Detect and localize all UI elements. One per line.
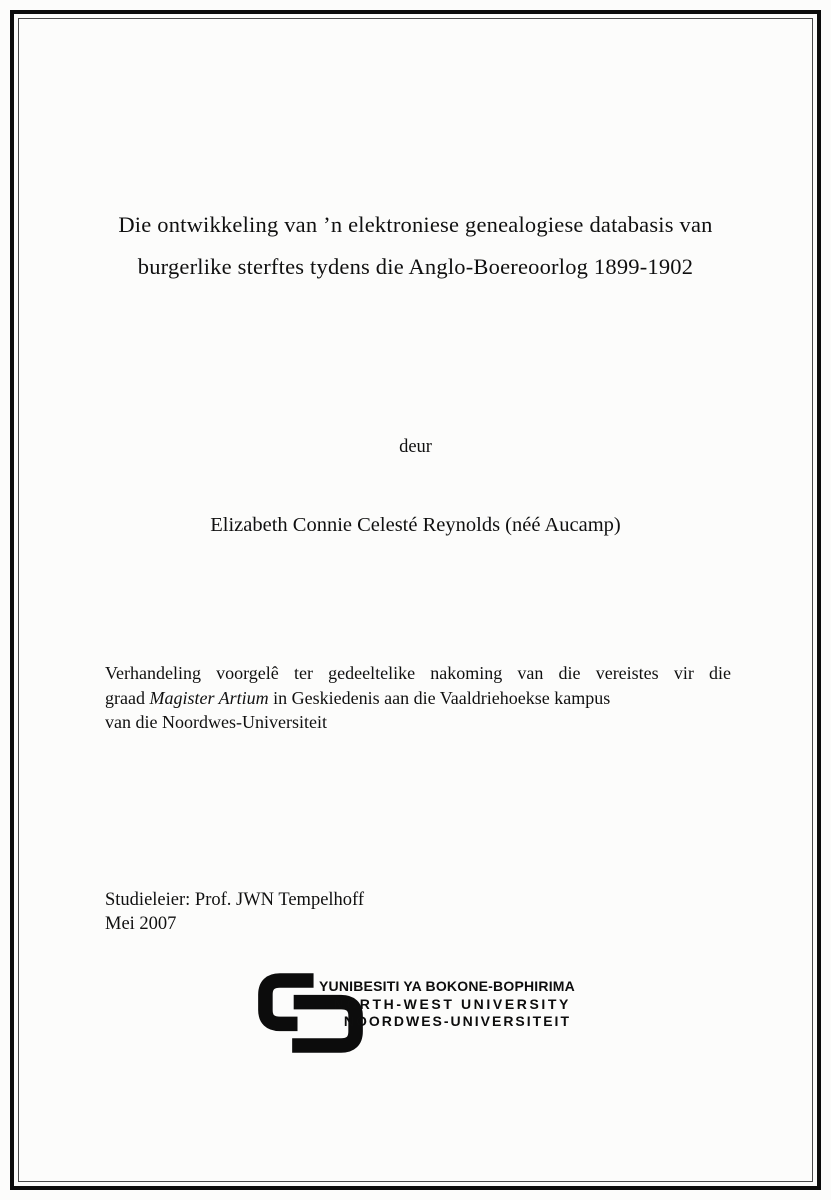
supervisor-block: [105, 888, 364, 936]
thesis-title-line2: burgerlike sterftes tydens die Anglo-Boereoorlog 1899-1902: [137, 254, 694, 279]
degree-statement: [105, 661, 731, 735]
degree-statement-line2: [105, 686, 731, 711]
thesis-title: [60, 204, 771, 288]
degree-statement-line2-suffix: in Geskiedenis aan die Vaaldriehoekse kampus: [268, 687, 611, 708]
author-name: Elizabeth Connie Celesté Reynolds (néé Aucamp): [210, 514, 621, 536]
logo-text-afrikaans: NOORDWES-UNIVERSITEIT: [343, 1013, 571, 1029]
degree-statement-line3: van die Noordwes-Universiteit: [105, 712, 327, 732]
degree-statement-line2-prefix: graad: [105, 687, 150, 708]
logo-text-english: NORTH-WEST UNIVERSITY: [333, 995, 571, 1012]
degree-name-italic: Magister Artium: [149, 687, 269, 708]
degree-statement-line1: Verhandeling voorgelê ter gedeeltelike nakoming van die vereistes vir die: [105, 663, 731, 683]
supervisor-line: Studieleier: Prof. JWN Tempelhoff: [105, 890, 365, 910]
logo-text-setswana: YUNIBESITI YA BOKONE-BOPHIRIMA: [319, 978, 575, 994]
university-logo-text: [319, 978, 575, 1031]
thesis-title-line1: Die ontwikkeling van ’n elektroniese genealogiese databasis van: [118, 212, 713, 237]
date-line: Mei 2007: [105, 914, 177, 934]
byline-label: deur: [399, 437, 432, 457]
